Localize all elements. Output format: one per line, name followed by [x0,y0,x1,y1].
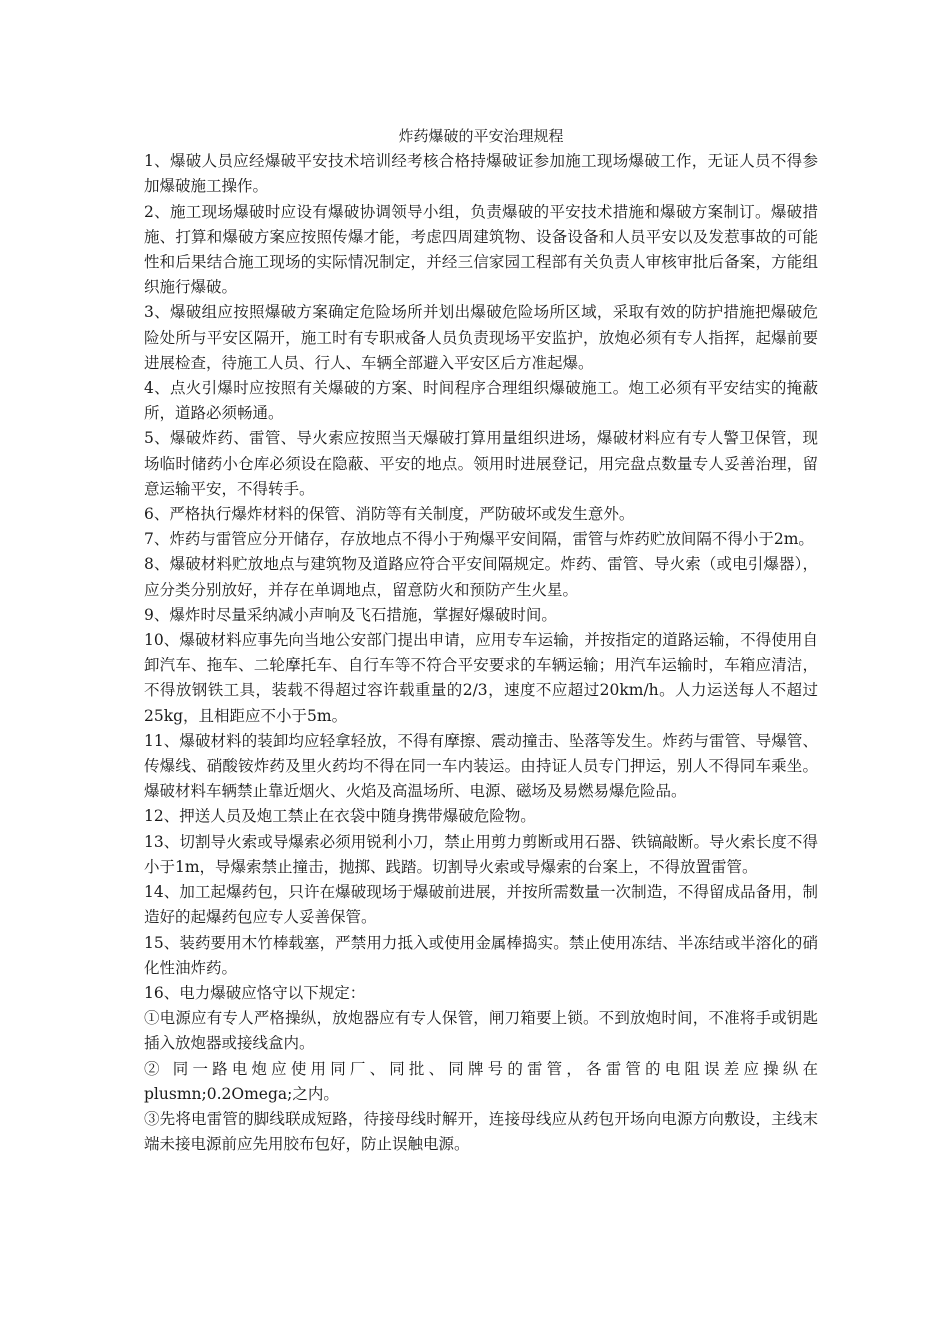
paragraph-3: 3、爆破组应按照爆破方案确定危险场所并划出爆破危险场所区域，采取有效的防护措施把爆破危险处所与平安区隔开，施工时有专职戒备人员负责现场平安监护，放炮必须有专人指挥，起爆前要进展检查，待施工人员、行人、车辆全部避入平安区后方准起爆。 [144,303,818,372]
paragraph-7: 7、炸药与雷管应分开储存，存放地点不得小于殉爆平安间隔，雷管与炸药贮放间隔不得小于2m。 [144,530,814,549]
paragraph-10: 10、爆破材料应事先向当地公安部门提出申请，应用专车运输，并按指定的道路运输，不得使用自卸汽车、拖车、二轮摩托车、自行车等不符合平安要求的车辆运输；用汽车运输时，车箱应清洁，不得放钢铁工具，装载不得超过容许载重量的2/3，速度不应超过20km/h。人力运送每人不超过25kg，且相距应不小于5m。 [144,631,818,725]
paragraph-1: 1、爆破人员应经爆破平安技术培训经考核合格持爆破证参加施工现场爆破工作，无证人员不得参加爆破施工操作。 [144,152,818,196]
paragraph-16-item-2: ② 同一路电炮应使用同厂、同批、同牌号的雷管，各雷管的电阻误差应操纵在plusmn;0.2Omega;之内。 [144,1059,818,1103]
document-title: 炸药爆破的平安治理规程 [398,127,564,145]
paragraph-2: 2、施工现场爆破时应设有爆破协调领导小组，负责爆破的平安技术措施和爆破方案制订。爆破措施、打算和爆破方案应按照传爆才能，考虑四周建筑物、设备设备和人员平安以及发惹事故的可能性和后果结合施工现场的实际情况制定，并经三信家园工程部有关负责人审核审批后备案，方能组织施行爆破。 [144,202,818,297]
paragraph-16-item-1: ①电源应有专人严格操纵，放炮器应有专人保管，闸刀箱要上锁。不到放炮时间，不准将手或钥匙插入放炮器或接线盒内。 [144,1009,818,1053]
paragraph-14: 14、加工起爆药包，只许在爆破现场于爆破前进展，并按所需数量一次制造，不得留成品备用，制造好的起爆药包应专人妥善保管。 [144,883,818,927]
paragraph-6: 6、严格执行爆炸材料的保管、消防等有关制度，严防破坏或发生意外。 [144,505,635,524]
paragraph-15: 15、装药要用木竹棒载塞，严禁用力抵入或使用金属棒捣实。禁止使用冻结、半冻结或半溶化的硝化性油炸药。 [144,933,818,977]
paragraph-11: 11、爆破材料的装卸均应轻拿轻放，不得有摩擦、震动撞击、坠落等发生。炸药与雷管、导爆管、传爆线、硝酸铵炸药及里火药均不得在同一车内装运。由持证人员专门押运，别人不得同车乘坐。爆破材料车辆禁止靠近烟火、火焰及高温场所、电源、磁场及易燃易爆危险品。 [144,731,818,801]
paragraph-9: 9、爆炸时尽量采纳减小声响及飞石措施，掌握好爆破时间。 [144,605,557,624]
paragraph-12: 12、押送人员及炮工禁止在衣袋中随身携带爆破危险物。 [144,807,536,826]
paragraph-4: 4、点火引爆时应按照有关爆破的方案、时间程序合理组织爆破施工。炮工必须有平安结实的掩蔽所，道路必须畅通。 [144,379,818,423]
paragraph-13: 13、切割导火索或导爆索必须用锐利小刀，禁止用剪力剪断或用石器、铁镐敲断。导火索长度不得小于1m，导爆索禁止撞击，抛掷、践踏。切割导火索或导爆索的台案上，不得放置雷管。 [144,832,818,876]
document-page [144,124,818,1157]
paragraph-8: 8、爆破材料贮放地点与建筑物及道路应符合平安间隔规定。炸药、雷管、导火索（或电引爆器），应分类分别放好，并存在单调地点，留意防火和预防产生火星。 [144,555,818,599]
paragraph-16-item-3: ③先将电雷管的脚线联成短路，待接母线时解开，连接母线应从药包开场向电源方向敷设，主线末端未接电源前应先用胶布包好，防止误触电源。 [144,1109,818,1154]
paragraph-5: 5、爆破炸药、雷管、导火索应按照当天爆破打算用量组织进场，爆破材料应有专人警卫保管，现场临时储药小仓库必须设在隐蔽、平安的地点。领用时进展登记，用完盘点数量专人妥善治理，留意运输平安，不得转手。 [144,429,818,498]
paragraph-16: 16、电力爆破应恪守以下规定： [144,983,366,1002]
